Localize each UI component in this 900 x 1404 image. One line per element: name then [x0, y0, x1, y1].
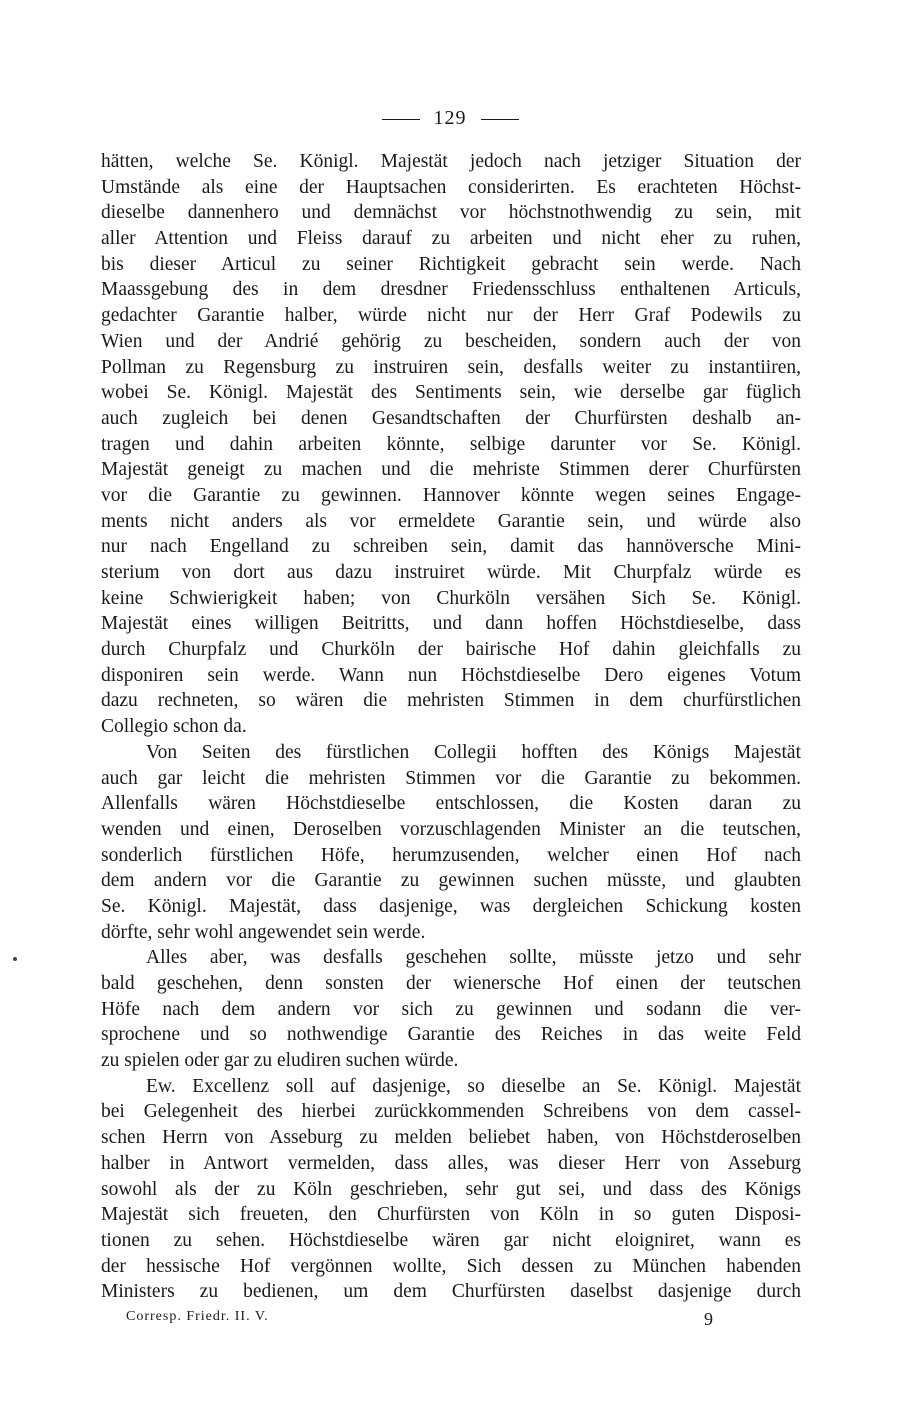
- header-dash-left: [382, 119, 420, 120]
- text-line: Von Seiten des fürstlichen Collegii hofften des Königs Majestät: [146, 741, 801, 763]
- text-line: Majestät sich freueten, den Churfürsten von Köln in so guten Disposi-: [101, 1204, 801, 1226]
- text-line: nur nach Engelland zu schreiben sein, damit das hannöversche Mini-: [101, 536, 801, 558]
- text-line: sowohl als der zu Köln geschrieben, sehr gut sei, und dass des Königs: [101, 1178, 801, 1200]
- text-line: ments nicht anders als vor ermeldete Garantie sein, und würde also: [101, 510, 801, 532]
- text-line: dieselbe dannenhero und demnächst vor höchstnothwendig zu sein, mit: [101, 202, 801, 224]
- text-line: wenden und einen, Deroselben vorzuschlagenden Minister an die teutschen,: [101, 818, 801, 840]
- text-line: sprochene und so nothwendige Garantie des Reiches in das weite Feld: [101, 1024, 801, 1046]
- text-line: schen Herrn von Asseburg zu melden beliebet haben, von Höchstderoselben: [101, 1127, 801, 1149]
- text-line: aller Attention und Fleiss darauf zu arbeiten und nicht eher zu ruhen,: [101, 228, 801, 250]
- page-number: 129: [433, 107, 467, 129]
- text-line: Ew. Excellenz soll auf dasjenige, so dieselbe an Se. Königl. Majestät: [146, 1075, 801, 1097]
- text-line: gedachter Garantie halber, würde nicht nur der Herr Graf Podewils zu: [101, 305, 801, 327]
- text-line: dazu rechneten, so wären die mehristen Stimmen in dem churfürstlichen: [101, 690, 801, 712]
- text-line: wobei Se. Königl. Majestät des Sentiments sein, wie derselbe gar füglich: [101, 382, 801, 404]
- text-line: auch zugleich bei denen Gesandtschaften der Churfürsten deshalb an-: [101, 407, 801, 429]
- page-header: [0, 104, 900, 132]
- text-line: Allenfalls wären Höchstdieselbe entschlossen, die Kosten daran zu: [101, 793, 801, 815]
- text-line: Umstände als eine der Hauptsachen considerirten. Es erachteten Höchst-: [101, 176, 801, 198]
- text-line: der hessische Hof vergönnen wollte, Sich dessen zu München habenden: [101, 1255, 801, 1277]
- text-line: Wien und der Andrié gehörig zu bescheiden, sondern auch der von: [101, 330, 801, 352]
- text-line: Majestät geneigt zu machen und die mehriste Stimmen derer Churfürsten: [101, 459, 801, 481]
- text-line: Maassgebung des in dem dresdner Friedensschluss enthaltenen Articuls,: [101, 279, 801, 301]
- text-line: auch gar leicht die mehristen Stimmen vor die Garantie zu bekommen.: [101, 767, 801, 789]
- text-line: Pollman zu Regensburg zu instruiren sein, desfalls weiter zu instantiiren,: [101, 356, 801, 378]
- text-line: vor die Garantie zu gewinnen. Hannover könnte wegen seines Engage-: [101, 484, 801, 506]
- text-line: zu spielen oder gar zu eludiren suchen würde.: [101, 1050, 459, 1072]
- text-line: sonderlich fürstlichen Höfe, herumzusenden, welcher einen Hof nach: [101, 844, 801, 866]
- text-line: Majestät eines willigen Beitritts, und dann hoffen Höchstdieselbe, dass: [101, 613, 801, 635]
- text-line: Collegio schon da.: [101, 716, 247, 738]
- text-line: keine Schwierigkeit haben; von Churköln versähen Sich Se. Königl.: [101, 587, 801, 609]
- text-line: tragen und dahin arbeiten könnte, selbige darunter vor Se. Königl.: [101, 433, 801, 455]
- body-text: [101, 149, 801, 1305]
- text-line: dörfte, sehr wohl angewendet sein werde.: [101, 921, 426, 943]
- text-line: Se. Königl. Majestät, dass dasjenige, was dergleichen Schickung kosten: [101, 895, 801, 917]
- text-line: sterium von dort aus dazu instruiret würde. Mit Churpfalz würde es: [101, 562, 801, 583]
- text-line: halber in Antwort vermelden, dass alles, was dieser Herr von Asseburg: [101, 1152, 801, 1174]
- text-line: bald geschehen, denn sonsten der wienersche Hof einen der teutschen: [101, 973, 801, 994]
- text-line: Ministers zu bedienen, um dem Churfürsten daselbst dasjenige durch: [101, 1281, 801, 1303]
- text-line: Höfe nach dem andern vor sich zu gewinnen und sodann die ver-: [101, 998, 801, 1020]
- text-line: tionen zu sehen. Höchstdieselbe wären gar nicht eloigniret, wann es: [101, 1229, 801, 1251]
- header-dash-right: [481, 119, 519, 120]
- text-line: bei Gelegenheit des hierbei zurückkommenden Schreibens von dem cassel-: [101, 1101, 801, 1123]
- footer-sheet-number: 9: [704, 1309, 714, 1329]
- footer-signature: Corresp. Friedr. II. V.: [126, 1309, 269, 1324]
- text-line: disponiren sein werde. Wann nun Höchstdieselbe Dero eigenes Votum: [101, 664, 801, 686]
- text-line: bis dieser Articul zu seiner Richtigkeit gebracht sein werde. Nach: [101, 253, 801, 275]
- text-line: hätten, welche Se. Königl. Majestät jedoch nach jetziger Situation der: [101, 151, 801, 172]
- text-line: durch Churpfalz und Churköln der bairische Hof dahin gleichfalls zu: [101, 639, 801, 661]
- text-line: dem andern vor die Garantie zu gewinnen suchen müsste, und glaubten: [101, 870, 801, 892]
- text-line: Alles aber, was desfalls geschehen sollte, müsste jetzo und sehr: [146, 947, 801, 969]
- margin-mark: [13, 957, 17, 961]
- page-footer: [126, 1309, 726, 1331]
